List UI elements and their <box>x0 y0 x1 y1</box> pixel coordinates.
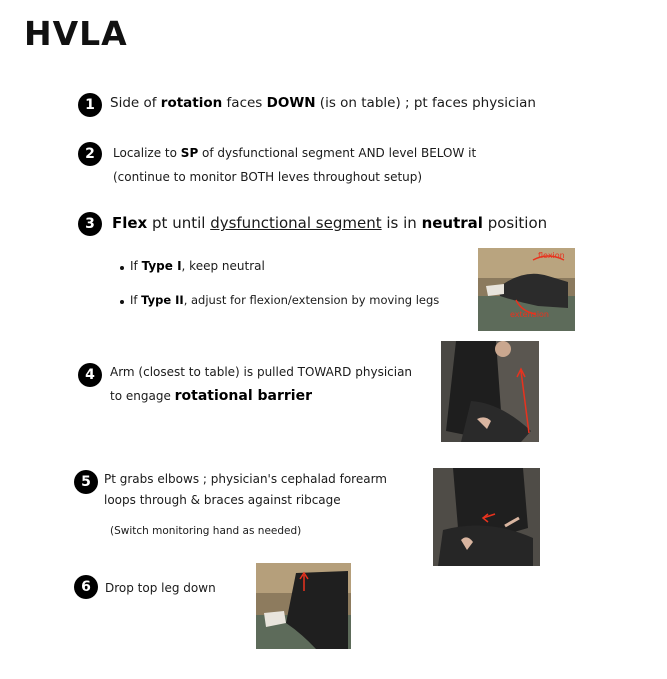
step-3-text: Flex pt until dysfunctional segment is in neutral position <box>112 214 548 232</box>
flexion-label: flexion <box>538 251 565 260</box>
step-1-text: Side of rotation faces DOWN (is on table) ; pt faces physician <box>110 95 536 111</box>
page-title: HVLA <box>24 14 128 53</box>
step-3-photo <box>478 248 575 331</box>
step-4-photo <box>441 341 539 442</box>
step-3-bullet-type1: If Type I, keep neutral <box>130 259 265 273</box>
extension-label: extension <box>510 310 549 319</box>
step-2-number: 2 <box>78 142 102 166</box>
step-2-text: Localize to SP of dysfunctional segment AND level BELOW it <box>113 146 477 160</box>
step-3-bullet-type2: If Type II, adjust for flexion/extension by moving legs <box>130 293 440 307</box>
step-5-photo <box>433 468 540 566</box>
step-5-text: Pt grabs elbows ; physician's cephalad forearm <box>104 472 387 486</box>
step-5-subtext: loops through & braces against ribcage <box>104 493 341 507</box>
step-4-number: 4 <box>78 363 102 387</box>
step-1-number: 1 <box>78 93 102 117</box>
step-2-subtext: (continue to monitor BOTH leves throughout setup) <box>113 170 423 184</box>
step-5-note: (Switch monitoring hand as needed) <box>110 525 302 537</box>
step-5-number: 5 <box>74 470 98 494</box>
step-6-photo <box>256 563 351 649</box>
step-4-subtext: to engage rotational barrier <box>110 388 312 404</box>
step-3-number: 3 <box>78 212 102 236</box>
bullet-dot <box>120 266 124 270</box>
step-6-text: Drop top leg down <box>105 581 216 595</box>
step-6-number: 6 <box>74 575 98 599</box>
step-4-text: Arm (closest to table) is pulled TOWARD physician <box>110 365 413 379</box>
bullet-dot <box>120 300 124 304</box>
